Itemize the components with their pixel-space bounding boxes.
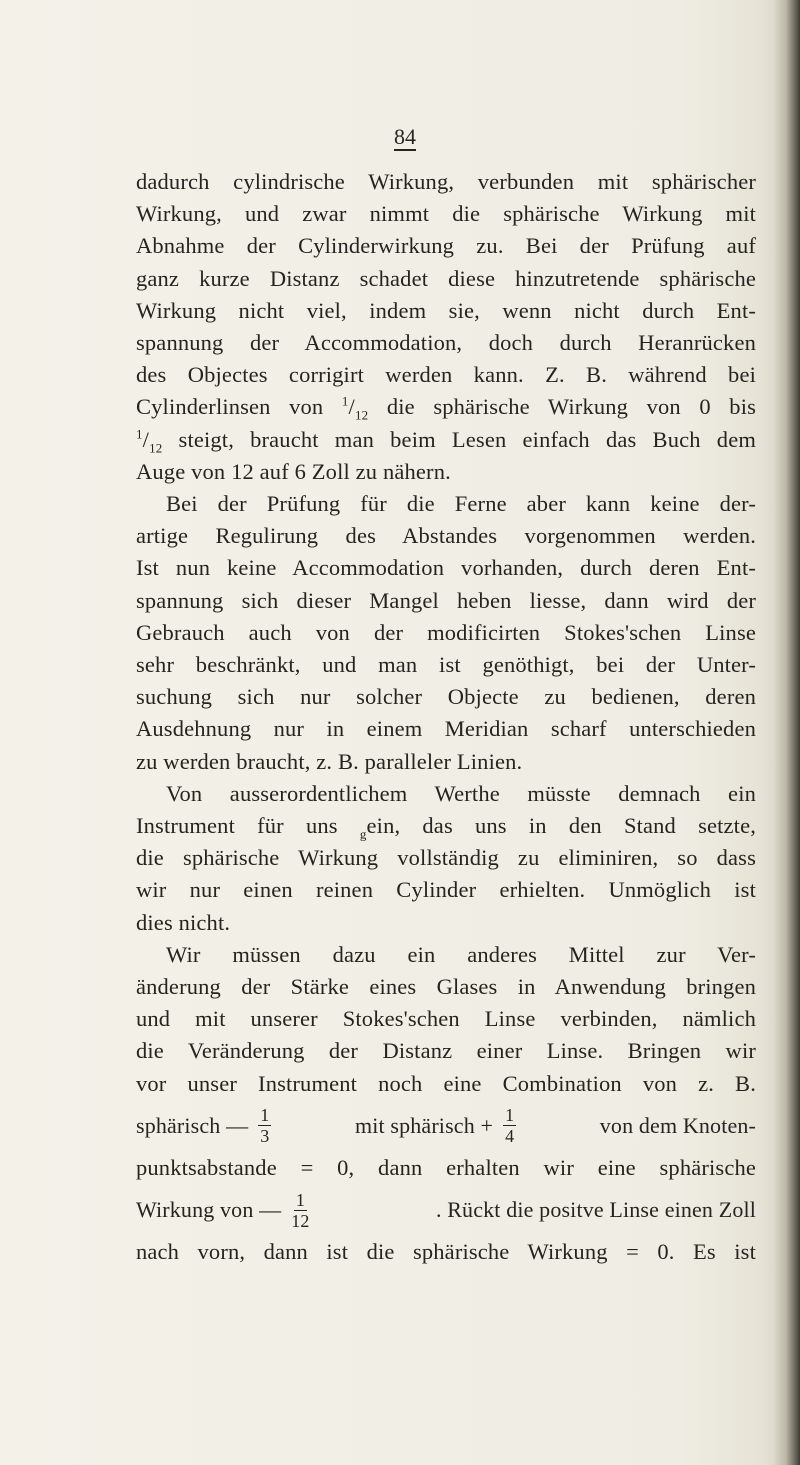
text-line: Gebrauch auch von der modificirten Stokes'schen Linse [136,619,756,645]
fraction-denominator: 12 [149,440,163,456]
formula-line [136,1100,756,1152]
text-fragment: Instrument für uns [136,813,360,839]
text-line: nach vorn, dann ist die sphärische Wirkung = 0. Es ist [136,1239,756,1265]
text-line: Ist nun keine Accommodation vorhanden, durch deren Ent- [136,555,756,581]
text-line: Ausdehnung nur in einem Meridian scharf unterschieden [136,716,756,742]
text-fragment: steigt, braucht man beim Lesen einfach das Buch dem [178,426,756,452]
text-line: Bei der Prüfung für die Ferne aber kann keine der- [166,491,756,517]
page-edge-shadow [774,0,800,1465]
text-line: ganz kurze Distanz schadet diese hinzutretende sphärische [136,265,756,291]
formula-text: mit sphärisch + [354,1112,494,1138]
page-number: 84 [394,124,416,149]
fraction [503,1105,516,1146]
formula-segment [355,1105,518,1146]
text-line: Auge von 12 auf 6 Zoll zu nähern. [136,458,451,484]
text-line: punktsabstande = 0, dann erhalten wir eine sphärische [136,1154,756,1180]
text-line: artige Regulirung des Abstandes vorgenommen werden. [136,523,756,549]
text-line: spannung der Accommodation, doch durch Heranrücken [136,330,756,356]
text-line: Cylinderlinsen von $^1/_{12}$ die sphärische Wirkung von 0 bis [136,393,757,423]
text-line: die Veränderung der Distanz einer Linse. Bringen wir [136,1038,756,1064]
text-line: Wirkung nicht viel, indem sie, wenn nicht durch Ent- [136,297,756,323]
fraction-numerator: 1 [341,393,349,409]
text-fragment: Cylinderlinsen von [136,394,342,420]
text-line: Wir müssen dazu ein anderes Mittel zur Ver- [166,941,756,967]
text-line: des Objectes corrigirt werden kann. Z. B. während bei [136,362,756,388]
text-line: Wirkung, und zwar nimmt die sphärische Wirkung mit [136,201,756,227]
text-line: die sphärische Wirkung vollständig zu eliminiren, so dass [136,845,756,871]
body-text [136,166,756,1268]
text-line [136,810,756,842]
text-line: änderung der Stärke eines Glases in Anwendung bringen [136,974,756,1000]
formula-text: . Rückt die positve Linse einen Zoll [435,1196,756,1222]
formula-line [136,1184,756,1236]
print-glitch: g [359,826,367,842]
text-line: vor unser Instrument noch eine Combination von z. B. [136,1070,756,1096]
text-line: dadurch cylindrische Wirkung, verbunden mit sphärischer [136,169,756,194]
fraction-numerator: 1 [136,426,143,442]
text-line: Abnahme der Cylinderwirkung zu. Bei der Prüfung auf [136,233,756,259]
fraction-denominator: 12 [354,407,369,423]
text-line: $^1/_{12}$ steigt, braucht man beim Lesen einfach das Buch dem [136,426,756,456]
text-line: Von ausserordentlichem Werthe müsste demnach ein [166,780,756,806]
text-fragment: die sphärische Wirkung von 0 bis [386,394,757,420]
text-line: suchung sich nur solcher Objecte zu bedienen, deren [136,684,756,710]
formula-text: sphärisch — [136,1112,249,1138]
fraction [291,1190,309,1231]
fraction-denominator: 3 [260,1126,270,1147]
fraction [258,1105,271,1146]
text-fragment: ein, das uns in den Stand setzte, [366,813,756,839]
fraction-numerator: 1 [295,1189,306,1210]
formula-segment [136,1190,312,1231]
formula-segment [136,1105,273,1146]
fraction-denominator: 4 [505,1126,515,1147]
text-line: sehr beschränkt, und man ist genöthigt, bei der Unter- [136,652,756,678]
text-line: zu werden braucht, z. B. paralleler Linien. [136,748,523,774]
fraction-numerator: 1 [260,1105,270,1126]
text-line: spannung sich dieser Mangel heben liesse, dann wird der [136,587,756,613]
text-line: wir nur einen reinen Cylinder erhielten. Unmöglich ist [136,877,756,903]
formula-text: von dem Knoten- [599,1112,756,1138]
fraction-numerator: 1 [505,1105,515,1126]
text-line: dies nicht. [136,909,231,935]
formula-text: Wirkung von — [136,1196,282,1222]
text-line: und mit unserer Stokes'schen Linse verbinden, nämlich [136,1006,756,1032]
fraction-denominator: 12 [291,1210,310,1231]
